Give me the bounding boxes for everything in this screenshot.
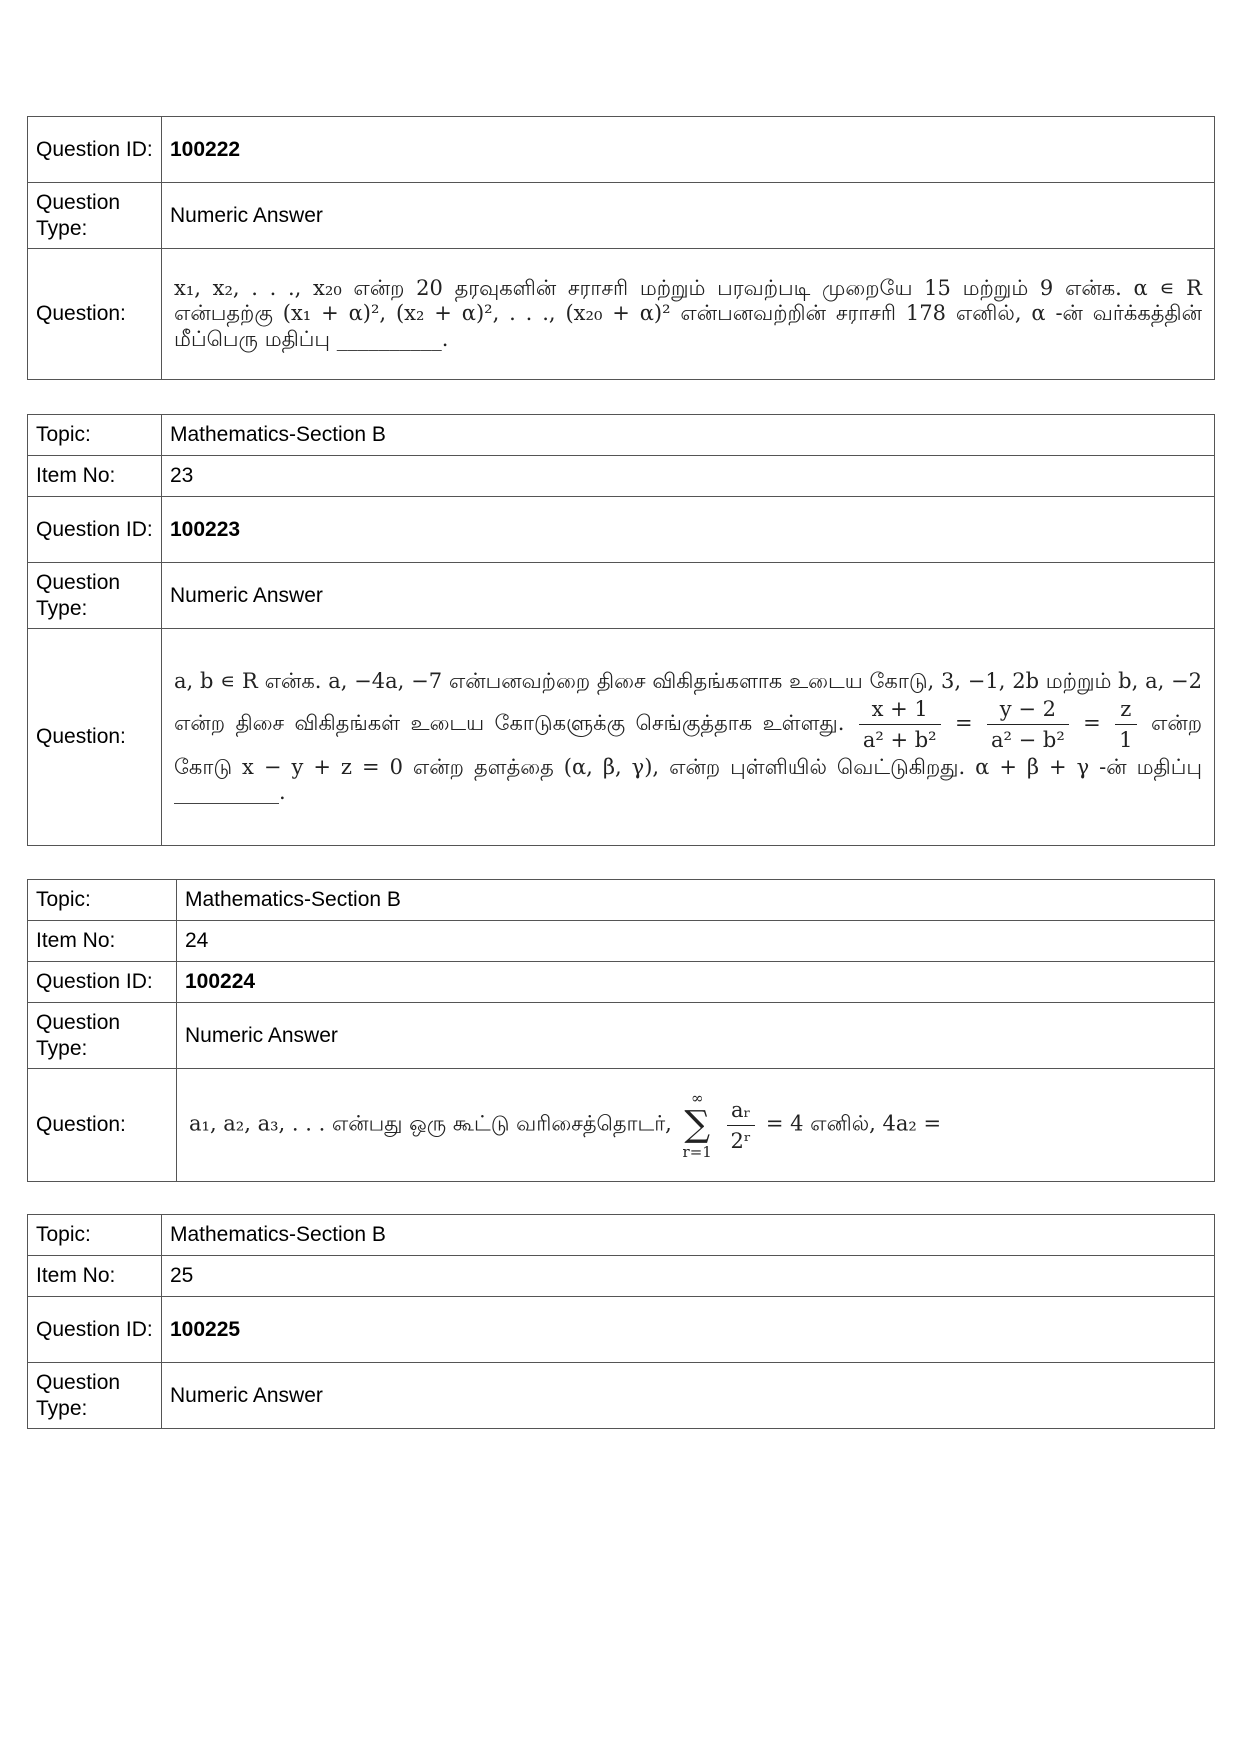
question-block-100222: [27, 116, 1215, 380]
topic-label: Topic:: [28, 880, 177, 921]
item-no-label: Item No:: [28, 1256, 162, 1297]
question-type-value: Numeric Answer: [177, 1003, 1215, 1069]
topic-label: Topic:: [28, 415, 162, 456]
question-type-value: Numeric Answer: [162, 183, 1215, 249]
question-text-part-1: a, b ∊ R என்க. a, −4a, −7 என்பனவற்றை திசை விகிதங்களாக உடைய கோடு, 3, −1, 2b மற்றும் b, a, −2 என்ற திசை விகிதங்கள் உடைய கோடுகளுக்கு செங்குத்தாக உள்ளது.: [174, 668, 1202, 735]
question-text-part-1: a₁, a₂, a₃, . . . என்பது ஒரு கூட்டு வரிசைத்தொடர்,: [189, 1111, 672, 1136]
item-no-label: Item No:: [28, 456, 162, 497]
item-no-value: 24: [177, 921, 1215, 962]
item-no-value: 23: [162, 456, 1215, 497]
question-label: Question:: [28, 629, 162, 846]
question-id-label: Question ID:: [28, 117, 162, 183]
question-block-100225: [27, 1214, 1215, 1429]
item-no-label: Item No:: [28, 921, 177, 962]
item-no-value: 25: [162, 1256, 1215, 1297]
topic-value: Mathematics-Section B: [177, 880, 1215, 921]
summation-upper: ∞: [690, 1089, 704, 1107]
question-text: x₁, x₂, . . ., x₂₀ என்ற 20 தரவுகளின் சராசரி மற்றும் பரவற்படி முறையே 15 மற்றும் 9 என்க. α ∊ R என்பதற்கு (x₁ + α)², (x₂ + α)², . . ., (x₂₀ + α)² என்பனவற்றின் சராசரி 178 எனில், α -ன் வர்க்கத்தின் மீப்பெரு மதிப்பு __________.: [162, 249, 1215, 380]
fraction-z: [1115, 694, 1136, 755]
question-type-label: Question Type:: [28, 563, 162, 629]
question-text-part-2: என்ற கோடு x − y + z = 0 என்ற தளத்தை (α, β, γ), என்ற புள்ளியில் வெட்டுகிறது. α + β + γ -ன் மதிப்பு __________.: [174, 710, 1202, 805]
fraction-ar-denominator: 2ʳ: [730, 1128, 752, 1153]
summation-symbol: ∑: [684, 1104, 711, 1145]
question-label: Question:: [28, 249, 162, 380]
summation: [683, 1089, 712, 1161]
fraction-x-numerator: x + 1: [859, 694, 941, 725]
question-text-part-2: = 4 எனில், 4a₂ =: [765, 1111, 942, 1136]
fraction-y-denominator: a² − b²: [991, 727, 1065, 752]
topic-value: Mathematics-Section B: [162, 1215, 1215, 1256]
topic-value: Mathematics-Section B: [162, 415, 1215, 456]
question-block-100223: [27, 414, 1215, 846]
question-id-value: 100222: [162, 117, 1215, 183]
fraction-z-numerator: z: [1115, 694, 1136, 725]
fraction-ar-numerator: aᵣ: [727, 1095, 756, 1126]
fraction-y-numerator: y − 2: [987, 694, 1069, 725]
question-text: a, b ∊ R என்க. a, −4a, −7 என்பனவற்றை திசை விகிதங்களாக உடைய கோடு, 3, −1, 2b மற்றும் b, a, −2 என்ற திசை விகிதங்கள் உடைய கோடுகளுக்கு செங்குத்தாக உள்ளது. $\frac{x + 1}{\text{a² + b²}}$ = $\frac{y - 2}{\text{a² − b²}}$ = $\frac{z}{1}$ என்ற கோடு x − y + z = 0 என்ற தளத்தை (α, β, γ), என்ற புள்ளியில் வெட்டுகிறது. α + β + γ -ன் மதிப்பு __________.: [162, 629, 1215, 846]
fraction-x: [859, 694, 941, 755]
question-type-value: Numeric Answer: [162, 563, 1215, 629]
question-id-value: 100224: [177, 962, 1215, 1003]
question-text: [177, 1069, 1215, 1182]
question-block-100224: [27, 879, 1215, 1182]
fraction-z-denominator: 1: [1119, 727, 1133, 752]
question-label: Question:: [28, 1069, 177, 1182]
topic-label: Topic:: [28, 1215, 162, 1256]
summation-lower: r=1: [682, 1143, 712, 1161]
question-type-label: Question Type:: [28, 1003, 177, 1069]
question-id-value: 100223: [162, 497, 1215, 563]
question-id-value: 100225: [162, 1297, 1215, 1363]
question-id-label: Question ID:: [28, 1297, 162, 1363]
question-id-label: Question ID:: [28, 497, 162, 563]
question-type-value: Numeric Answer: [162, 1363, 1215, 1429]
fraction-x-denominator: a² + b²: [862, 727, 937, 752]
fraction-y: [987, 694, 1069, 755]
question-type-label: Question Type:: [28, 183, 162, 249]
question-id-label: Question ID:: [28, 962, 177, 1003]
fraction-ar: [727, 1095, 756, 1156]
question-type-label: Question Type:: [28, 1363, 162, 1429]
